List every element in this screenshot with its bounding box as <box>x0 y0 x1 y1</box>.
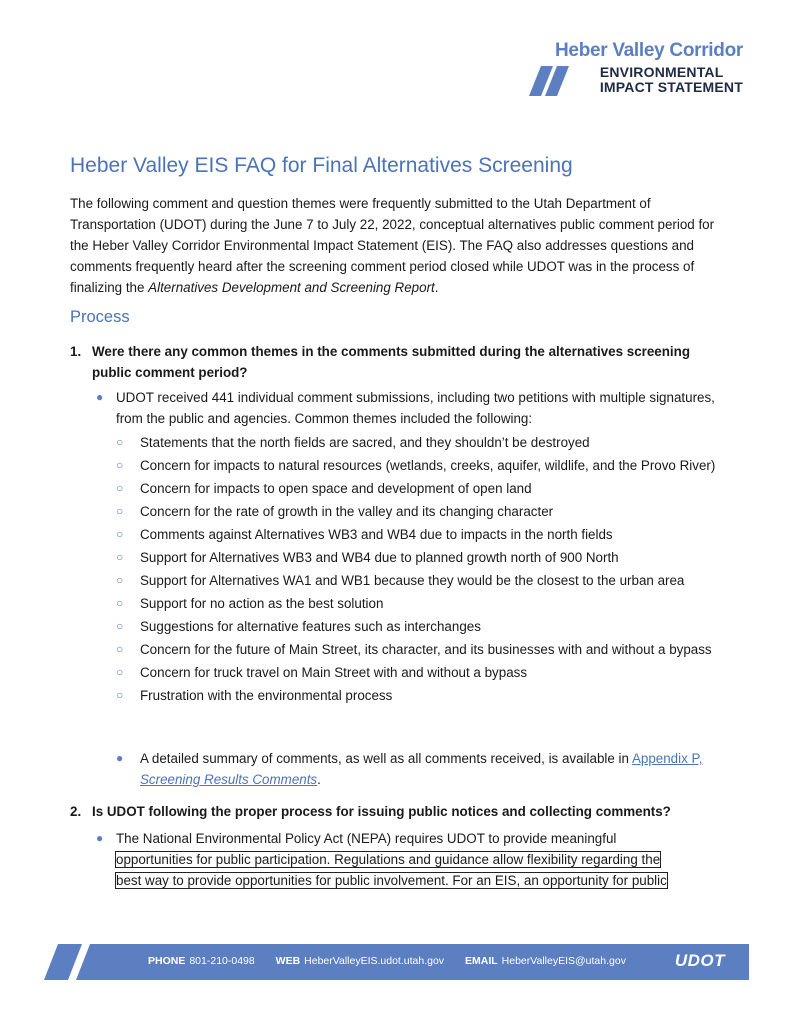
footer-bar <box>44 944 749 980</box>
question-2 <box>70 801 750 822</box>
logo-title: Heber Valley Corridor <box>555 40 743 61</box>
answer-bullet <box>96 828 716 891</box>
circle-bullet-icon: ○ <box>116 481 124 495</box>
summary-bullet <box>116 748 716 790</box>
report-title: Alternatives Development and Screening Report <box>148 280 435 295</box>
answer-text <box>116 828 716 891</box>
question-text: Were there any common themes in the comments submitted during the alternatives screening public comment period? <box>92 344 691 380</box>
circle-bullet-icon: ○ <box>116 619 124 633</box>
list-item: ○ Concern for impacts to natural resources (wetlands, creeks, aquifer, wildlife, and the Provo River) <box>116 455 726 476</box>
bullet-dot-icon: ● <box>116 751 124 765</box>
answer-text: UDOT received 441 individual comment submissions, including two petitions with multiple signatures, from the public and agencies. Common themes included the following: <box>116 390 715 426</box>
question-text: Is UDOT following the proper process for issuing public notices and collecting comments? <box>92 804 671 819</box>
answer-line-highlighted: best way to provide opportunities for public involvement. For an EIS, an opportunity for public <box>116 873 667 888</box>
circle-bullet-icon: ○ <box>116 504 124 518</box>
list-item: ○ Support for Alternatives WA1 and WB1 because they would be the closest to the urban area <box>116 570 726 591</box>
web-label: WEB <box>275 955 301 967</box>
question-1 <box>70 341 690 383</box>
circle-bullet-icon: ○ <box>116 596 124 610</box>
document-title: Heber Valley EIS FAQ for Final Alternatives Screening <box>70 154 573 177</box>
section-heading-process: Process <box>70 308 130 326</box>
list-item: ○ Support for Alternatives WB3 and WB4 due to planned growth north of 900 North <box>116 547 726 568</box>
phone-number[interactable]: 801-210-0498 <box>189 955 255 967</box>
themes-list <box>116 432 726 708</box>
list-item: ○ Suggestions for alternative features such as interchanges <box>116 616 726 637</box>
answer-line: The National Environmental Policy Act (NEPA) requires UDOT to provide meaningful <box>116 831 617 846</box>
email-label: EMAIL <box>464 955 498 967</box>
bullet-dot-icon: ● <box>96 390 104 404</box>
footer-contact <box>148 955 644 967</box>
circle-bullet-icon: ○ <box>116 435 124 449</box>
phone-label: PHONE <box>148 955 186 967</box>
circle-bullet-icon: ○ <box>116 573 124 587</box>
list-item: ○ Concern for truck travel on Main Street with and without a bypass <box>116 662 726 683</box>
answer-line-highlighted: opportunities for public participation. Regulations and guidance allow flexibility regarding the <box>116 852 661 867</box>
intro-text: The following comment and question themes were frequently submitted to the Utah Department of Transportation (UDOT) during the June 7 to July 22, 2022, conceptual alternatives public comment period for the Heber Valley Corridor Environmental Impact Statement (EIS). The FAQ also addresses questions and comments frequently heard after the screening comment period closed while UDOT was in the process of finalizing the <box>70 196 715 295</box>
project-logo <box>515 40 745 100</box>
appendix-p-link[interactable]: Appendix P, Screening Results Comments <box>140 751 703 787</box>
summary-text: A detailed summary of comments, as well as all comments received, is available in Appendix P, Screening Results Comments. <box>140 751 703 787</box>
question-number: 1. <box>70 344 82 359</box>
question-number: 2. <box>70 804 82 819</box>
answer-bullet <box>96 387 716 429</box>
intro-end: . <box>434 280 439 295</box>
list-item: ○ Comments against Alternatives WB3 and WB4 due to impacts in the north fields <box>116 524 726 545</box>
email-link[interactable]: HeberValleyEIS@utah.gov <box>501 955 626 967</box>
intro-paragraph <box>70 193 730 298</box>
circle-bullet-icon: ○ <box>116 458 124 472</box>
circle-bullet-icon: ○ <box>116 642 124 656</box>
circle-bullet-icon: ○ <box>116 550 124 564</box>
list-item: ○ Concern for the future of Main Street, its character, and its businesses with and without a bypass <box>116 639 726 660</box>
list-item: ○ Statements that the north fields are sacred, and they shouldn’t be destroyed <box>116 432 726 453</box>
list-item: ○ Concern for the rate of growth in the valley and its changing character <box>116 501 726 522</box>
list-item: ○ Frustration with the environmental process <box>116 685 726 706</box>
bullet-dot-icon: ● <box>96 831 104 845</box>
logo-line-environmental: ENVIRONMENTAL <box>599 64 724 80</box>
list-item: ○ Concern for impacts to open space and development of open land <box>116 478 726 499</box>
circle-bullet-icon: ○ <box>116 688 124 702</box>
circle-bullet-icon: ○ <box>116 665 124 679</box>
logo-subtitle <box>600 65 743 95</box>
website-link[interactable]: HeberValleyEIS.udot.utah.gov <box>304 955 445 967</box>
logo-stripes-icon <box>529 66 585 96</box>
circle-bullet-icon: ○ <box>116 527 124 541</box>
udot-logo: UDOT <box>674 951 725 970</box>
logo-line-impact-statement: IMPACT STATEMENT <box>599 79 743 95</box>
list-item: ○ Support for no action as the best solution <box>116 593 726 614</box>
